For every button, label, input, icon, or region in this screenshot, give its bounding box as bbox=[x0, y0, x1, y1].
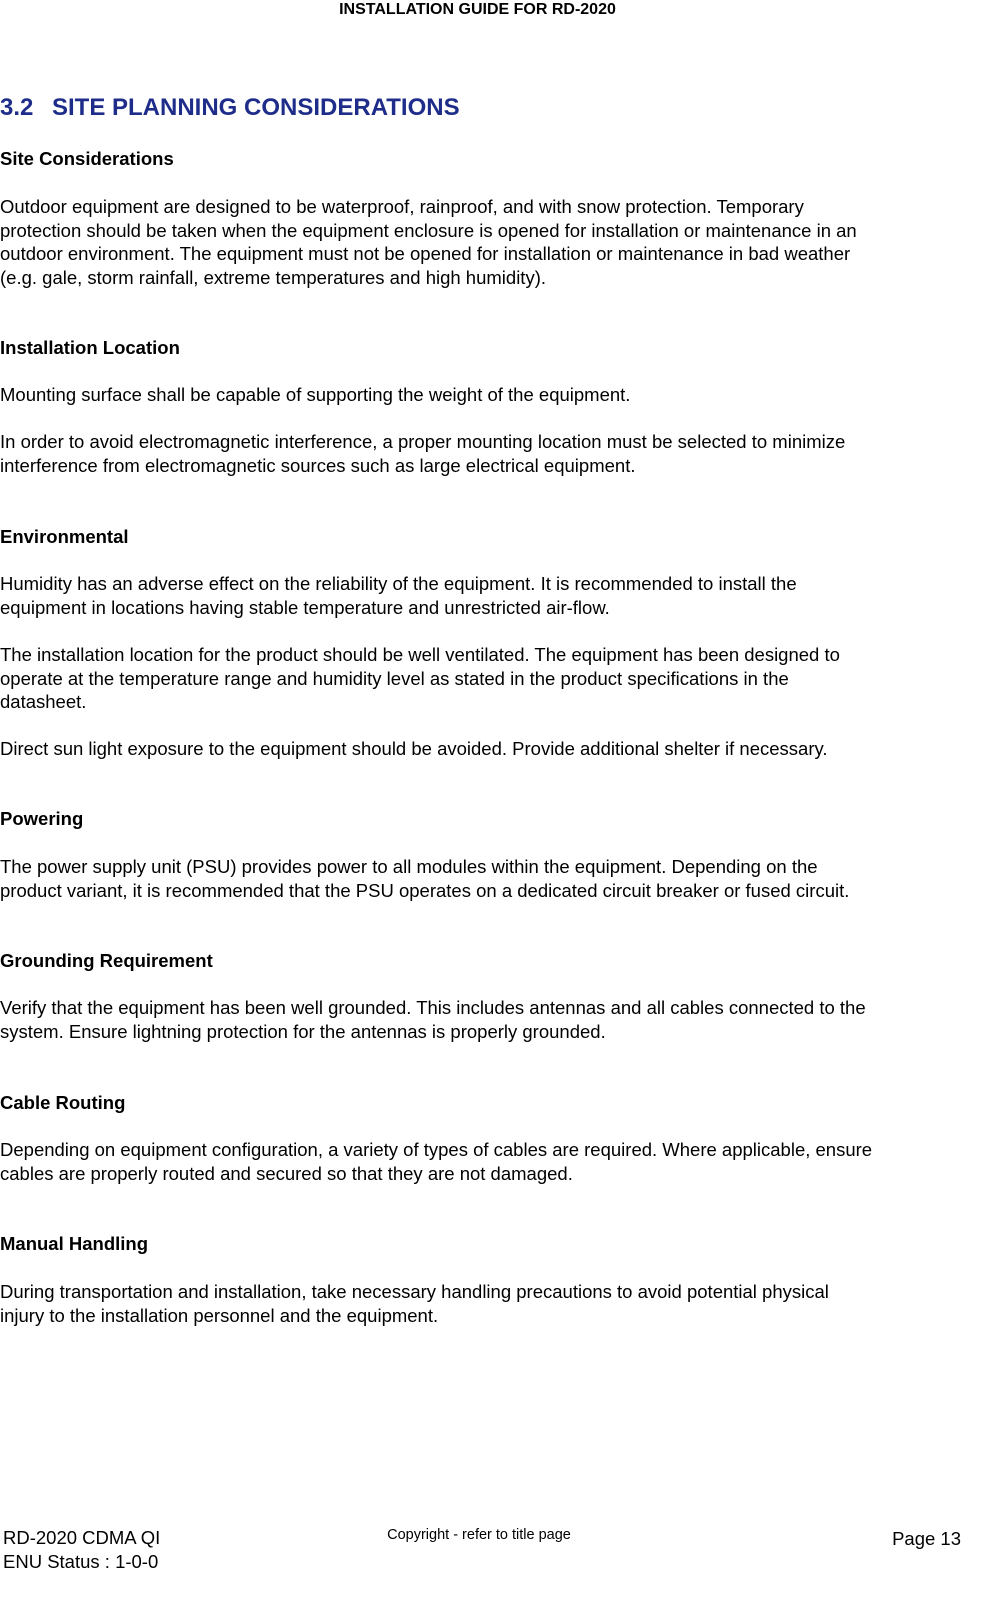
heading-grounding-requirement: Grounding Requirement bbox=[0, 950, 213, 971]
paragraph-sun-exposure: Direct sun light exposure to the equipment should be avoided. Provide additional shelter if necessary. bbox=[0, 738, 828, 759]
paragraph-ventilation: The installation location for the product should be well ventilated. The equipment has been designed to operate at the temperature range and humidity level as stated in the product specifications in the datasheet. bbox=[0, 644, 840, 712]
heading-powering: Powering bbox=[0, 808, 84, 829]
section-title bbox=[0, 93, 460, 123]
paragraph-humidity: Humidity has an adverse effect on the reliability of the equipment. It is recommended to install the equipment in locations having stable temperature and unrestricted air-flow. bbox=[0, 573, 797, 618]
footer-page-number: Page 13 bbox=[892, 1528, 961, 1549]
paragraph-mounting-surface: Mounting surface shall be capable of supporting the weight of the equipment. bbox=[0, 384, 631, 405]
footer-copyright: Copyright - refer to title page bbox=[387, 1527, 571, 1543]
section-title-text: SITE PLANNING CONSIDERATIONS bbox=[52, 94, 460, 121]
paragraph-site-considerations: Outdoor equipment are designed to be waterproof, rainproof, and with snow protection. Temporary protection should be taken when the equipment enclosure is opened for installation or maintenance in an outdoor environment. The equipment must not be opened for installation or maintenance in bad weather (e.g. gale, storm rainfall, extreme temperatures and high humidity). bbox=[0, 196, 857, 288]
heading-manual-handling: Manual Handling bbox=[0, 1233, 148, 1254]
paragraph-manual-handling: During transportation and installation, take necessary handling precautions to avoid potential physical injury to the installation personnel and the equipment. bbox=[0, 1281, 829, 1326]
heading-site-considerations: Site Considerations bbox=[0, 148, 174, 169]
paragraph-electromagnetic-interference: In order to avoid electromagnetic interference, a proper mounting location must be selected to minimize interference from electromagnetic sources such as large electrical equipment. bbox=[0, 431, 846, 476]
heading-cable-routing: Cable Routing bbox=[0, 1092, 126, 1113]
section-number: 3.2 bbox=[0, 94, 34, 121]
paragraph-cable-routing: Depending on equipment configuration, a variety of types of cables are required. Where applicable, ensure cables are properly routed and secured so that they are not damaged. bbox=[0, 1139, 873, 1184]
heading-environmental: Environmental bbox=[0, 526, 129, 547]
footer-document-id: RD-2020 CDMA QI ENU Status : 1-0-0 bbox=[3, 1527, 161, 1572]
paragraph-grounding: Verify that the equipment has been well grounded. This includes antennas and all cables connected to the system. Ensure lightning protection for the antennas is properly grounded. bbox=[0, 997, 866, 1042]
page-header: INSTALLATION GUIDE FOR RD-2020 bbox=[339, 1, 616, 18]
heading-installation-location: Installation Location bbox=[0, 337, 180, 358]
paragraph-psu: The power supply unit (PSU) provides power to all modules within the equipment. Depending on the product variant, it is recommended that the PSU operates on a dedicated circuit breaker or fused circuit. bbox=[0, 856, 850, 901]
